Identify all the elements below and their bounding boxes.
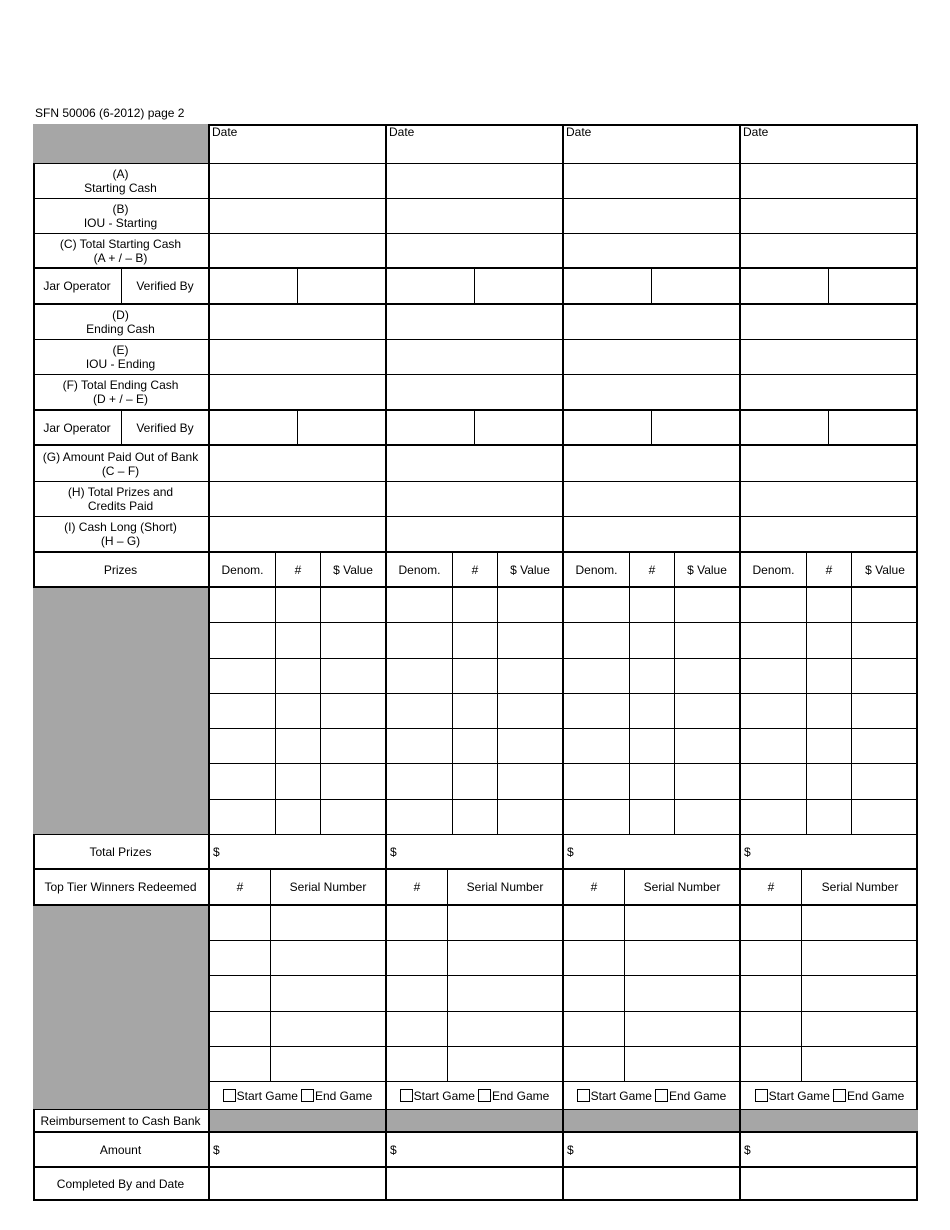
prize-count-field[interactable]: [276, 729, 321, 764]
prize-denom-field[interactable]: [741, 729, 807, 764]
amount-field[interactable]: $: [210, 1133, 387, 1168]
prize-denom-field[interactable]: [564, 800, 630, 835]
prize-value-field[interactable]: [852, 659, 918, 694]
denom-header: Denom.: [210, 553, 276, 588]
winner-count-field[interactable]: [564, 1012, 625, 1047]
prize-denom-field[interactable]: [564, 694, 630, 729]
prize-count-field[interactable]: [453, 800, 498, 835]
end-game-checkbox[interactable]: [655, 1089, 668, 1102]
prize-count-field[interactable]: [276, 800, 321, 835]
cash-long-short-field[interactable]: [387, 517, 564, 553]
prize-denom-field[interactable]: [387, 729, 453, 764]
winner-count-field[interactable]: [741, 1047, 802, 1082]
amount-paid-out-field[interactable]: [387, 446, 564, 482]
total-prizes-field[interactable]: $: [387, 835, 564, 870]
total-prizes-field[interactable]: $: [741, 835, 918, 870]
prize-count-field[interactable]: [630, 800, 675, 835]
starting-cash-field[interactable]: [564, 164, 741, 199]
serial-number-field[interactable]: [448, 906, 564, 941]
jar-operator-field[interactable]: [210, 269, 298, 305]
game-status-cell: [387, 1082, 564, 1110]
end-game-label: End Game: [846, 1088, 905, 1103]
count-header: #: [630, 553, 675, 588]
prize-denom-field[interactable]: [387, 800, 453, 835]
completed-by-field[interactable]: [564, 1168, 741, 1199]
prize-denom-field[interactable]: [564, 588, 630, 623]
winner-count-header: #: [741, 870, 802, 906]
prize-count-field[interactable]: [630, 588, 675, 623]
verified-by-field[interactable]: [298, 269, 387, 305]
reimbursement-label: Reimbursement to Cash Bank: [33, 1110, 210, 1133]
ending-cash-field[interactable]: [387, 305, 564, 340]
prize-count-field[interactable]: [276, 764, 321, 800]
total-prizes-credits-field[interactable]: [741, 482, 918, 517]
verified-by-field[interactable]: [475, 411, 564, 446]
reimbursement-shade-cell: [387, 1110, 564, 1133]
verified-by-label: Verified By: [122, 411, 210, 446]
winner-count-field[interactable]: [387, 1012, 448, 1047]
total-prizes-field[interactable]: $: [210, 835, 387, 870]
winner-count-field[interactable]: [741, 906, 802, 941]
total-starting-cash-field[interactable]: [210, 234, 387, 269]
jar-operator-field[interactable]: [741, 269, 829, 305]
amount-paid-out-field[interactable]: [741, 446, 918, 482]
total-prizes-credits-field[interactable]: [387, 482, 564, 517]
cash-long-short-field[interactable]: [564, 517, 741, 553]
jar-operator-field[interactable]: [387, 269, 475, 305]
prize-denom-field[interactable]: [210, 659, 276, 694]
jar-operator-field[interactable]: [387, 411, 475, 446]
prize-denom-field[interactable]: [741, 800, 807, 835]
end-game-checkbox[interactable]: [301, 1089, 314, 1102]
date-field[interactable]: Date: [564, 124, 741, 164]
winner-count-field[interactable]: [387, 906, 448, 941]
completed-by-field[interactable]: [387, 1168, 564, 1199]
winner-count-field[interactable]: [741, 976, 802, 1012]
winner-count-field[interactable]: [210, 1012, 271, 1047]
winner-count-header: #: [210, 870, 271, 906]
prize-value-field[interactable]: [852, 623, 918, 659]
prize-value-field[interactable]: [321, 694, 387, 729]
game-status-cell: [564, 1082, 741, 1110]
verified-by-field[interactable]: [652, 269, 741, 305]
prize-count-field[interactable]: [276, 588, 321, 623]
serial-number-field[interactable]: [271, 906, 387, 941]
prize-count-field[interactable]: [453, 659, 498, 694]
prize-value-field[interactable]: [675, 623, 741, 659]
winners-shade-cell: [33, 906, 210, 1110]
prize-value-field[interactable]: [321, 729, 387, 764]
serial-number-field[interactable]: [271, 1047, 387, 1082]
iou-ending-field[interactable]: [210, 340, 387, 375]
start-game-label: Start Game: [768, 1088, 830, 1103]
prize-value-field[interactable]: [321, 764, 387, 800]
starting-cash-field[interactable]: [741, 164, 918, 199]
total-ending-cash-field[interactable]: [741, 375, 918, 411]
start-game-checkbox[interactable]: [223, 1089, 236, 1102]
amount-paid-out-field[interactable]: [210, 446, 387, 482]
total-ending-cash-field[interactable]: [387, 375, 564, 411]
prize-denom-field[interactable]: [210, 694, 276, 729]
winner-count-field[interactable]: [564, 976, 625, 1012]
prize-count-field[interactable]: [807, 623, 852, 659]
prize-denom-field[interactable]: [210, 800, 276, 835]
cash-long-short-label: (I) Cash Long (Short) (H – G): [33, 517, 210, 553]
prize-value-field[interactable]: [675, 800, 741, 835]
start-game-label: Start Game: [236, 1088, 298, 1103]
prize-value-field[interactable]: [852, 729, 918, 764]
jar-operator-field[interactable]: [564, 411, 652, 446]
prize-denom-field[interactable]: [564, 659, 630, 694]
prize-denom-field[interactable]: [741, 764, 807, 800]
serial-number-header: Serial Number: [625, 870, 741, 906]
jar-operator-field[interactable]: [741, 411, 829, 446]
prizes-shade-cell: [33, 588, 210, 835]
value-header: $ Value: [852, 553, 918, 588]
total-prizes-label: Total Prizes: [33, 835, 210, 870]
prize-denom-field[interactable]: [387, 764, 453, 800]
prize-count-field[interactable]: [453, 623, 498, 659]
prize-denom-field[interactable]: [210, 729, 276, 764]
prize-value-field[interactable]: [321, 800, 387, 835]
iou-starting-field[interactable]: [564, 199, 741, 234]
total-starting-cash-label: (C) Total Starting Cash (A + / – B): [33, 234, 210, 269]
ending-cash-label: (D) Ending Cash: [33, 305, 210, 340]
start-game-label: Start Game: [413, 1088, 475, 1103]
winner-count-field[interactable]: [210, 941, 271, 976]
prize-value-field[interactable]: [852, 588, 918, 623]
prizes-label: Prizes: [33, 553, 210, 588]
winner-count-field[interactable]: [387, 941, 448, 976]
amount-paid-out-field[interactable]: [564, 446, 741, 482]
winner-count-header: #: [387, 870, 448, 906]
serial-number-field[interactable]: [448, 941, 564, 976]
prize-value-field[interactable]: [675, 694, 741, 729]
game-status-cell: [741, 1082, 918, 1110]
ending-cash-field[interactable]: [564, 305, 741, 340]
prize-count-field[interactable]: [630, 623, 675, 659]
reimbursement-shade-cell: [564, 1110, 741, 1133]
winner-count-field[interactable]: [741, 941, 802, 976]
denom-header: Denom.: [741, 553, 807, 588]
prize-count-field[interactable]: [276, 659, 321, 694]
serial-number-field[interactable]: [448, 1012, 564, 1047]
prize-denom-field[interactable]: [387, 623, 453, 659]
end-game-label: End Game: [314, 1088, 373, 1103]
starting-cash-field[interactable]: [210, 164, 387, 199]
completed-by-field[interactable]: [210, 1168, 387, 1199]
jar-operator-label: Jar Operator: [33, 269, 122, 305]
count-header: #: [807, 553, 852, 588]
prize-count-field[interactable]: [630, 764, 675, 800]
cash-long-short-field[interactable]: [741, 517, 918, 553]
amount-label: Amount: [33, 1133, 210, 1168]
prize-count-field[interactable]: [807, 729, 852, 764]
prize-count-field[interactable]: [807, 694, 852, 729]
prize-value-field[interactable]: [675, 729, 741, 764]
header-shade-cell: [33, 124, 210, 164]
end-game-checkbox[interactable]: [833, 1089, 846, 1102]
serial-number-field[interactable]: [625, 941, 741, 976]
reimbursement-shade-cell: [210, 1110, 387, 1133]
serial-number-field[interactable]: [802, 941, 918, 976]
winner-count-field[interactable]: [387, 976, 448, 1012]
serial-number-field[interactable]: [625, 1047, 741, 1082]
serial-number-header: Serial Number: [802, 870, 918, 906]
count-header: #: [453, 553, 498, 588]
prize-count-field[interactable]: [630, 694, 675, 729]
prize-denom-field[interactable]: [564, 623, 630, 659]
prize-count-field[interactable]: [807, 800, 852, 835]
prize-value-field[interactable]: [498, 694, 564, 729]
prize-count-field[interactable]: [807, 588, 852, 623]
total-ending-cash-field[interactable]: [210, 375, 387, 411]
verified-by-field[interactable]: [298, 411, 387, 446]
verified-by-field[interactable]: [829, 269, 918, 305]
verified-by-label: Verified By: [122, 269, 210, 305]
value-header: $ Value: [498, 553, 564, 588]
end-game-label: End Game: [491, 1088, 550, 1103]
total-ending-cash-label: (F) Total Ending Cash (D + / – E): [33, 375, 210, 411]
prize-denom-field[interactable]: [387, 588, 453, 623]
iou-ending-label: (E) IOU - Ending: [33, 340, 210, 375]
amount-paid-out-label: (G) Amount Paid Out of Bank (C – F): [33, 446, 210, 482]
prize-denom-field[interactable]: [741, 694, 807, 729]
serial-number-field[interactable]: [448, 1047, 564, 1082]
total-starting-cash-field[interactable]: [387, 234, 564, 269]
cash-bank-form: [33, 124, 918, 1201]
prize-denom-field[interactable]: [564, 729, 630, 764]
end-game-label: End Game: [668, 1088, 727, 1103]
prize-denom-field[interactable]: [210, 588, 276, 623]
serial-number-field[interactable]: [271, 976, 387, 1012]
prize-denom-field[interactable]: [741, 659, 807, 694]
iou-starting-field[interactable]: [741, 199, 918, 234]
total-prizes-credits-label: (H) Total Prizes and Credits Paid: [33, 482, 210, 517]
serial-number-header: Serial Number: [448, 870, 564, 906]
prize-value-field[interactable]: [852, 800, 918, 835]
iou-starting-field[interactable]: [210, 199, 387, 234]
jar-operator-field[interactable]: [210, 411, 298, 446]
prize-value-field[interactable]: [321, 659, 387, 694]
verified-by-field[interactable]: [829, 411, 918, 446]
denom-header: Denom.: [564, 553, 630, 588]
total-starting-cash-field[interactable]: [564, 234, 741, 269]
prize-value-field[interactable]: [675, 588, 741, 623]
prize-count-field[interactable]: [453, 729, 498, 764]
winner-count-field[interactable]: [387, 1047, 448, 1082]
serial-number-field[interactable]: [271, 941, 387, 976]
starting-cash-field[interactable]: [387, 164, 564, 199]
serial-number-field[interactable]: [625, 976, 741, 1012]
prize-denom-field[interactable]: [210, 623, 276, 659]
serial-number-field[interactable]: [802, 1047, 918, 1082]
prize-count-field[interactable]: [807, 659, 852, 694]
cash-long-short-field[interactable]: [210, 517, 387, 553]
winner-count-field[interactable]: [564, 1047, 625, 1082]
ending-cash-field[interactable]: [210, 305, 387, 340]
serial-number-field[interactable]: [625, 906, 741, 941]
prize-value-field[interactable]: [498, 729, 564, 764]
winner-count-field[interactable]: [564, 906, 625, 941]
prize-value-field[interactable]: [321, 588, 387, 623]
prize-denom-field[interactable]: [741, 588, 807, 623]
prize-value-field[interactable]: [498, 659, 564, 694]
iou-ending-field[interactable]: [564, 340, 741, 375]
amount-field[interactable]: $: [387, 1133, 564, 1168]
prize-value-field[interactable]: [321, 623, 387, 659]
winner-count-field[interactable]: [741, 1012, 802, 1047]
prize-value-field[interactable]: [675, 764, 741, 800]
total-ending-cash-field[interactable]: [564, 375, 741, 411]
prize-count-field[interactable]: [453, 764, 498, 800]
winner-count-field[interactable]: [210, 1047, 271, 1082]
start-game-checkbox[interactable]: [755, 1089, 768, 1102]
start-game-checkbox[interactable]: [577, 1089, 590, 1102]
end-game-checkbox[interactable]: [478, 1089, 491, 1102]
prize-denom-field[interactable]: [387, 694, 453, 729]
start-game-checkbox[interactable]: [400, 1089, 413, 1102]
prize-value-field[interactable]: [852, 764, 918, 800]
ending-cash-field[interactable]: [741, 305, 918, 340]
winner-count-field[interactable]: [210, 976, 271, 1012]
game-status-cell: [210, 1082, 387, 1110]
amount-field[interactable]: $: [564, 1133, 741, 1168]
total-prizes-credits-field[interactable]: [210, 482, 387, 517]
iou-starting-label: (B) IOU - Starting: [33, 199, 210, 234]
date-field[interactable]: Date: [387, 124, 564, 164]
completed-by-field[interactable]: [741, 1168, 918, 1199]
verified-by-field[interactable]: [475, 269, 564, 305]
winner-count-field[interactable]: [564, 941, 625, 976]
prize-value-field[interactable]: [498, 764, 564, 800]
prize-value-field[interactable]: [675, 659, 741, 694]
amount-field[interactable]: $: [741, 1133, 918, 1168]
prize-value-field[interactable]: [852, 694, 918, 729]
count-header: #: [276, 553, 321, 588]
serial-number-field[interactable]: [271, 1012, 387, 1047]
prize-count-field[interactable]: [276, 623, 321, 659]
winner-count-field[interactable]: [210, 906, 271, 941]
top-tier-label: Top Tier Winners Redeemed: [33, 870, 210, 906]
prize-count-field[interactable]: [630, 659, 675, 694]
prize-denom-field[interactable]: [564, 764, 630, 800]
serial-number-header: Serial Number: [271, 870, 387, 906]
iou-ending-field[interactable]: [741, 340, 918, 375]
jar-operator-field[interactable]: [564, 269, 652, 305]
prize-value-field[interactable]: [498, 588, 564, 623]
iou-starting-field[interactable]: [387, 199, 564, 234]
value-header: $ Value: [675, 553, 741, 588]
reimbursement-shade-cell: [741, 1110, 918, 1133]
verified-by-field[interactable]: [652, 411, 741, 446]
completed-by-label: Completed By and Date: [33, 1168, 210, 1199]
iou-ending-field[interactable]: [387, 340, 564, 375]
prize-count-field[interactable]: [453, 694, 498, 729]
prize-denom-field[interactable]: [387, 659, 453, 694]
total-prizes-field[interactable]: $: [564, 835, 741, 870]
prize-value-field[interactable]: [498, 623, 564, 659]
prize-count-field[interactable]: [276, 694, 321, 729]
serial-number-field[interactable]: [802, 976, 918, 1012]
serial-number-field[interactable]: [802, 1012, 918, 1047]
denom-header: Denom.: [387, 553, 453, 588]
date-field[interactable]: Date: [741, 124, 918, 164]
winner-count-header: #: [564, 870, 625, 906]
serial-number-field[interactable]: [448, 976, 564, 1012]
prize-count-field[interactable]: [630, 729, 675, 764]
value-header: $ Value: [321, 553, 387, 588]
prize-count-field[interactable]: [807, 764, 852, 800]
prize-value-field[interactable]: [498, 800, 564, 835]
prize-denom-field[interactable]: [741, 623, 807, 659]
prize-count-field[interactable]: [453, 588, 498, 623]
total-prizes-credits-field[interactable]: [564, 482, 741, 517]
jar-operator-label: Jar Operator: [33, 411, 122, 446]
serial-number-field[interactable]: [802, 906, 918, 941]
starting-cash-label: (A) Starting Cash: [33, 164, 210, 199]
total-starting-cash-field[interactable]: [741, 234, 918, 269]
date-field[interactable]: Date: [210, 124, 387, 164]
start-game-label: Start Game: [590, 1088, 652, 1103]
serial-number-field[interactable]: [625, 1012, 741, 1047]
prize-denom-field[interactable]: [210, 764, 276, 800]
form-identifier: SFN 50006 (6-2012) page 2: [35, 106, 185, 120]
